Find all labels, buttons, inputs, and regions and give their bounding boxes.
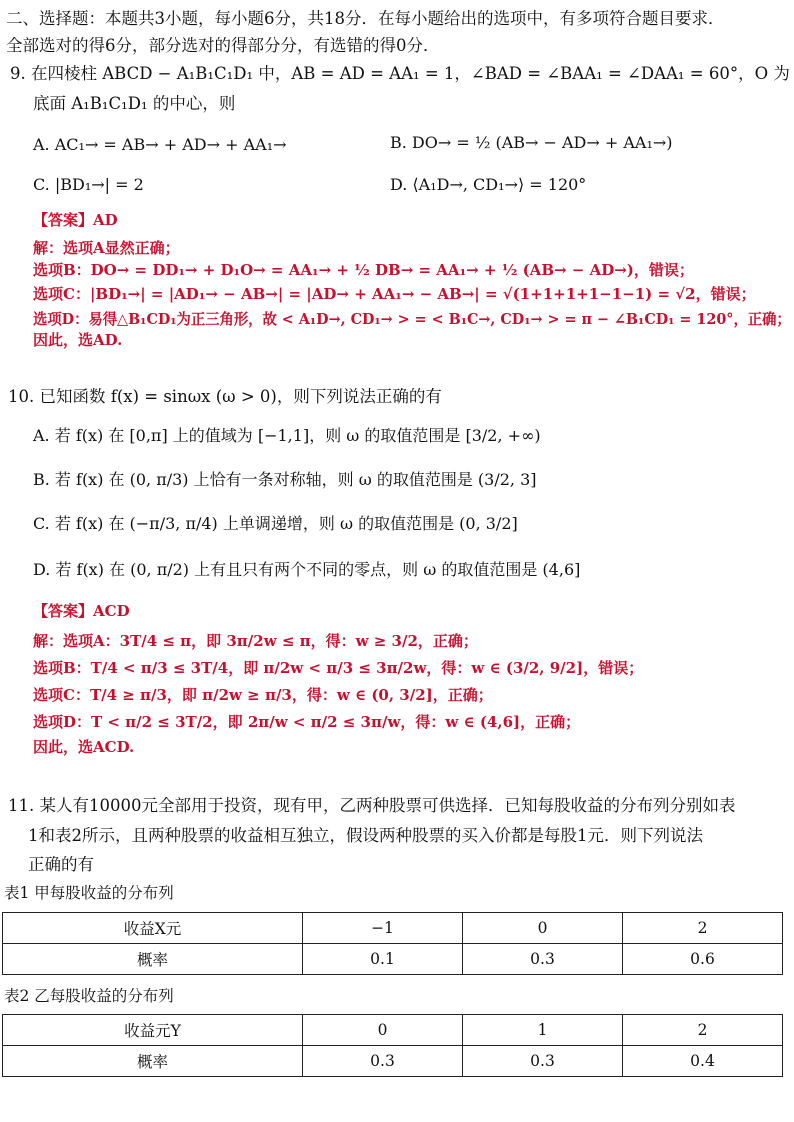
q10-option-c: C. 若 f(x) 在 (−π/3, π/4) 上单调递增，则 ω 的取值范围是 (0, 3/2]: [33, 514, 518, 533]
q10-solution-line: 因此，选ACD.: [33, 738, 135, 756]
table-cell: 2: [623, 1015, 783, 1046]
q9-solution-line: 选项D：易得△B₁CD₁为正三角形，故 < A₁D→, CD₁→ > = < B₁C→, CD₁→ > = π − ∠B₁CD₁ = 120°，正确；: [33, 310, 791, 328]
q10-answer: 【答案】ACD: [33, 602, 130, 620]
table2-probability-row: [3, 1046, 783, 1077]
q9-option-c: C. |BD₁→| = 2: [33, 175, 144, 194]
q10-solution-line: 选项D：T < π/2 ≤ 3T/2，即 2π/w < π/2 ≤ 3π/w，得：w ∈ (4,6]，正确；: [33, 713, 581, 731]
table2-header-row: [3, 1015, 783, 1046]
section-title: 二、选择题：本题共3小题，每小题6分，共18分．在每小题给出的选项中，有多项符合题目要求．: [6, 9, 725, 28]
table-cell: 0.3: [463, 944, 623, 975]
q9-option-b: B. DO→ = ½ (AB→ − AD→ + AA₁→): [390, 133, 673, 152]
q9-solution-line: 选项C：|BD₁→| = |AD₁→ − AB→| = |AD→ + AA₁→ − AB→| = √(1+1+1+1−1−1) = √2，错误；: [33, 285, 756, 303]
table-cell: 0.3: [303, 1046, 463, 1077]
q10-solution-line: 选项C：T/4 ≥ π/3，即 π/2w ≥ π/3，得：w ∈ (0, 3/2]，正确；: [33, 686, 493, 704]
q11-stem-line3: 正确的有: [28, 855, 94, 874]
q10-solution-line: 解：选项A：3T/4 ≤ π，即 3π/2w ≤ π，得：w ≥ 3/2，正确；: [33, 632, 478, 650]
q9-solution-line: 选项B：DO→ = DD₁→ + D₁O→ = AA₁→ + ½ DB→ = AA₁→ + ½ (AB→ − AD→)，错误；: [33, 261, 694, 279]
table-cell: 收益X元: [3, 913, 303, 944]
table1-header-row: [3, 913, 783, 944]
table-cell: 收益元Y: [3, 1015, 303, 1046]
table-cell: 0.3: [463, 1046, 623, 1077]
table-cell: 概率: [3, 1046, 303, 1077]
q10-solution-line: 选项B：T/4 < π/3 ≤ 3T/4，即 π/2w < π/3 ≤ 3π/2w，得：w ∈ (3/2, 9/2]，错误；: [33, 659, 644, 677]
q10-option-b: B. 若 f(x) 在 (0, π/3) 上恰有一条对称轴，则 ω 的取值范围是 (3/2, 3]: [33, 470, 537, 489]
q10-option-a: A. 若 f(x) 在 [0,π] 上的值域为 [−1,1]，则 ω 的取值范围是 [3/2, +∞): [33, 426, 541, 445]
table-cell: 概率: [3, 944, 303, 975]
section-scoring-rule: 全部选对的得6分，部分选对的得部分分，有选错的得0分．: [6, 36, 440, 55]
q11-stem-line2: 1和表2所示，且两种股票的收益相互独立，假设两种股票的买入价都是每股1元．则下列说法: [28, 826, 703, 845]
table-cell: 0: [463, 913, 623, 944]
table-cell: 0.6: [623, 944, 783, 975]
q9-stem-line1: 9. 在四棱柱 ABCD − A₁B₁C₁D₁ 中，AB = AD = AA₁ = 1，∠BAD = ∠BAA₁ = ∠DAA₁ = 60°，O 为: [10, 64, 790, 83]
q9-stem-line2: 底面 A₁B₁C₁D₁ 的中心，则: [33, 94, 236, 113]
q11-stem-line1: 11. 某人有10000元全部用于投资，现有甲，乙两种股票可供选择．已知每股收益的分布列分别如表: [8, 796, 736, 815]
q10-option-d: D. 若 f(x) 在 (0, π/2) 上有且只有两个不同的零点，则 ω 的取值范围是 (4,6]: [33, 560, 581, 579]
q9-solution-line: 解：选项A显然正确；: [33, 239, 180, 257]
table-cell: −1: [303, 913, 463, 944]
table-cell: 0.1: [303, 944, 463, 975]
table-cell: 0: [303, 1015, 463, 1046]
q9-option-d: D. ⟨A₁D→, CD₁→⟩ = 120°: [390, 175, 587, 194]
table-cell: 1: [463, 1015, 623, 1046]
q9-solution-line: 因此，选AD.: [33, 331, 123, 349]
table-cell: 0.4: [623, 1046, 783, 1077]
q9-option-a: A. AC₁→ = AB→ + AD→ + AA₁→: [33, 135, 287, 154]
table2: [2, 1014, 783, 1077]
q10-stem: 10. 已知函数 f(x) = sinωx (ω > 0)，则下列说法正确的有: [8, 387, 442, 406]
q9-answer: 【答案】AD: [33, 211, 118, 229]
table2-caption: 表2 乙每股收益的分布列: [4, 987, 174, 1005]
table-cell: 2: [623, 913, 783, 944]
table1-probability-row: [3, 944, 783, 975]
table1-caption: 表1 甲每股收益的分布列: [4, 884, 174, 902]
table1: [2, 912, 783, 975]
